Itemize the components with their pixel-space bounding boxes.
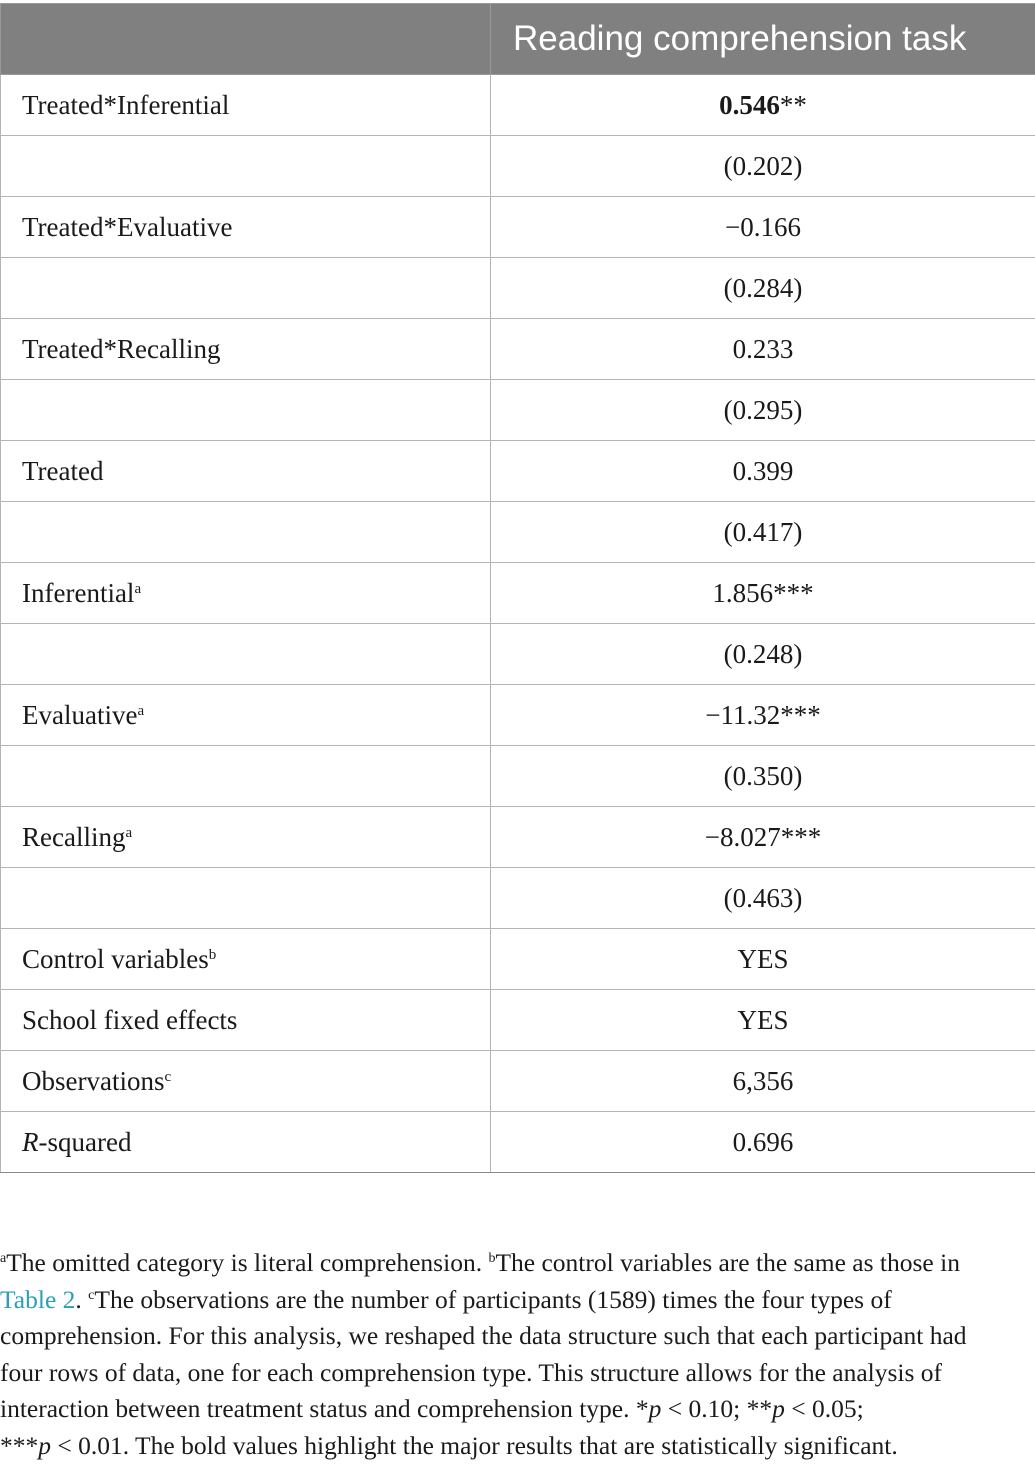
table-header-row — [1, 4, 1035, 75]
table-row — [1, 868, 1035, 929]
row-value-cell — [491, 807, 1035, 868]
row-label-cell — [1, 990, 491, 1051]
row-value: (0.202) — [723, 150, 803, 181]
footnote-line-1 — [0, 1245, 1035, 1282]
row-value-cell — [491, 319, 1035, 380]
row-label-cell — [1, 1112, 491, 1173]
table-row — [1, 685, 1035, 746]
row-value-cell — [491, 441, 1035, 502]
table-row — [1, 746, 1035, 807]
regression-table — [0, 3, 1035, 1173]
table-body — [1, 75, 1035, 1173]
row-value: (0.295) — [723, 394, 803, 425]
row-label-cell — [1, 1051, 491, 1112]
row-value-cell — [491, 746, 1035, 807]
significance-stars: *** — [780, 699, 821, 730]
row-label-cell — [1, 258, 491, 319]
row-value-cell — [491, 502, 1035, 563]
footnote-mark-c: c — [88, 1287, 95, 1303]
footnote-c-text: The observations are the number of participants (1589) times the four types of — [94, 1284, 892, 1314]
footnote-line-6 — [0, 1428, 1035, 1465]
row-value-cell — [491, 990, 1035, 1051]
row-value-cell — [491, 685, 1035, 746]
row-value: YES — [737, 1004, 789, 1035]
row-value: 6,356 — [732, 1065, 794, 1096]
footnote-line-5-start: interaction between treatment status and comprehension type. * — [0, 1394, 649, 1423]
row-label-cell — [1, 319, 491, 380]
table-row — [1, 1112, 1035, 1173]
row-value: (0.248) — [723, 638, 803, 669]
row-label-cell — [1, 441, 491, 502]
row-value: (0.417) — [723, 516, 803, 547]
row-label-italic: R — [22, 1126, 39, 1157]
p-symbol: p — [772, 1394, 785, 1423]
row-label: Evaluative — [22, 699, 138, 730]
row-label: Observations — [22, 1065, 165, 1096]
table-row — [1, 441, 1035, 502]
row-value: 0.233 — [732, 333, 794, 364]
row-label-footnote-mark: b — [208, 946, 217, 963]
row-value: −8.027 — [704, 821, 781, 852]
p-symbol: p — [648, 1394, 662, 1423]
p-symbol: p — [38, 1430, 51, 1460]
row-value: (0.463) — [723, 882, 803, 913]
table-row — [1, 380, 1035, 441]
row-label-cell — [1, 807, 491, 868]
row-value: (0.284) — [723, 272, 803, 303]
row-label-cell — [1, 746, 491, 807]
significance-stars: *** — [780, 821, 822, 852]
row-value-cell — [491, 624, 1035, 685]
table-footnotes — [0, 1245, 1035, 1464]
footnote-line-3: comprehension. For this analysis, we reshaped the data structure such that each participant had — [0, 1321, 967, 1350]
table-row — [1, 807, 1035, 868]
row-label: Treated*Recalling — [22, 333, 221, 364]
row-value-cell — [491, 868, 1035, 929]
header-cell-empty — [1, 4, 491, 75]
row-value: YES — [737, 943, 789, 974]
table-row — [1, 197, 1035, 258]
row-label-footnote-mark: a — [137, 702, 145, 719]
footnote-line-5 — [0, 1391, 1035, 1428]
row-value-cell — [491, 75, 1035, 136]
row-value-cell — [491, 380, 1035, 441]
row-label-cell — [1, 624, 491, 685]
row-label: Treated*Evaluative — [22, 211, 233, 242]
p2-rest: < 0.05; — [784, 1394, 864, 1423]
significance-stars: ** — [779, 89, 807, 120]
row-label-footnote-mark: a — [125, 824, 133, 841]
table-row — [1, 990, 1035, 1051]
table-row — [1, 563, 1035, 624]
footnote-a-text: The omitted category is literal comprehension. — [6, 1248, 489, 1277]
row-value-cell — [491, 136, 1035, 197]
table-row — [1, 929, 1035, 990]
row-value-cell — [491, 929, 1035, 990]
table-2-link[interactable]: Table 2 — [0, 1284, 76, 1314]
footnote-mark-a: a — [0, 1251, 7, 1266]
row-value: 0.546 — [719, 89, 780, 120]
footnote-line-4: four rows of data, one for each comprehension type. This structure allows for the analysis of — [0, 1357, 943, 1387]
p1-rest: < 0.10; ** — [661, 1394, 773, 1423]
row-value-cell — [491, 1112, 1035, 1173]
p3-rest: < 0.01. The bold values highlight the major results that are statistically significant. — [51, 1430, 898, 1460]
row-label-cell — [1, 868, 491, 929]
row-value: (0.350) — [723, 760, 803, 791]
footnote-line-6-start: *** — [0, 1430, 39, 1460]
row-label-footnote-mark: c — [164, 1068, 172, 1085]
footnote-line-2 — [0, 1282, 1035, 1319]
table-row — [1, 319, 1035, 380]
row-label-cell — [1, 685, 491, 746]
footnote-mark-b: b — [488, 1251, 496, 1266]
row-label: -squared — [38, 1126, 132, 1157]
row-label-cell — [1, 929, 491, 990]
row-value-cell — [491, 563, 1035, 624]
row-label: Treated*Inferential — [22, 89, 230, 120]
row-label: School fixed effects — [22, 1004, 238, 1035]
significance-stars: *** — [773, 577, 814, 608]
row-value: 0.696 — [732, 1126, 794, 1157]
row-label: Recalling — [22, 821, 126, 852]
row-value-cell — [491, 1051, 1035, 1112]
row-label-cell — [1, 197, 491, 258]
header-cell-reading-comprehension-task: Reading comprehension task — [491, 4, 1035, 75]
footnote-after-link: . — [75, 1284, 89, 1314]
row-value: 0.399 — [732, 455, 794, 486]
row-label-cell — [1, 75, 491, 136]
table-row — [1, 1051, 1035, 1112]
row-value: −0.166 — [725, 211, 801, 242]
row-label-cell — [1, 502, 491, 563]
row-label: Treated — [22, 455, 104, 486]
footnote-b-text: The control variables are the same as those in — [495, 1248, 960, 1277]
table-row — [1, 75, 1035, 136]
row-label-footnote-mark: a — [134, 580, 142, 597]
row-value: 1.856 — [712, 577, 774, 608]
table-row — [1, 136, 1035, 197]
row-label-cell — [1, 136, 491, 197]
row-label-cell — [1, 563, 491, 624]
row-value-cell — [491, 258, 1035, 319]
row-value-cell — [491, 197, 1035, 258]
row-label-cell — [1, 380, 491, 441]
row-label: Control variables — [22, 943, 209, 974]
table-row — [1, 624, 1035, 685]
table-row — [1, 258, 1035, 319]
row-label: Inferential — [22, 577, 135, 608]
row-value: −11.32 — [705, 699, 781, 730]
table-row — [1, 502, 1035, 563]
